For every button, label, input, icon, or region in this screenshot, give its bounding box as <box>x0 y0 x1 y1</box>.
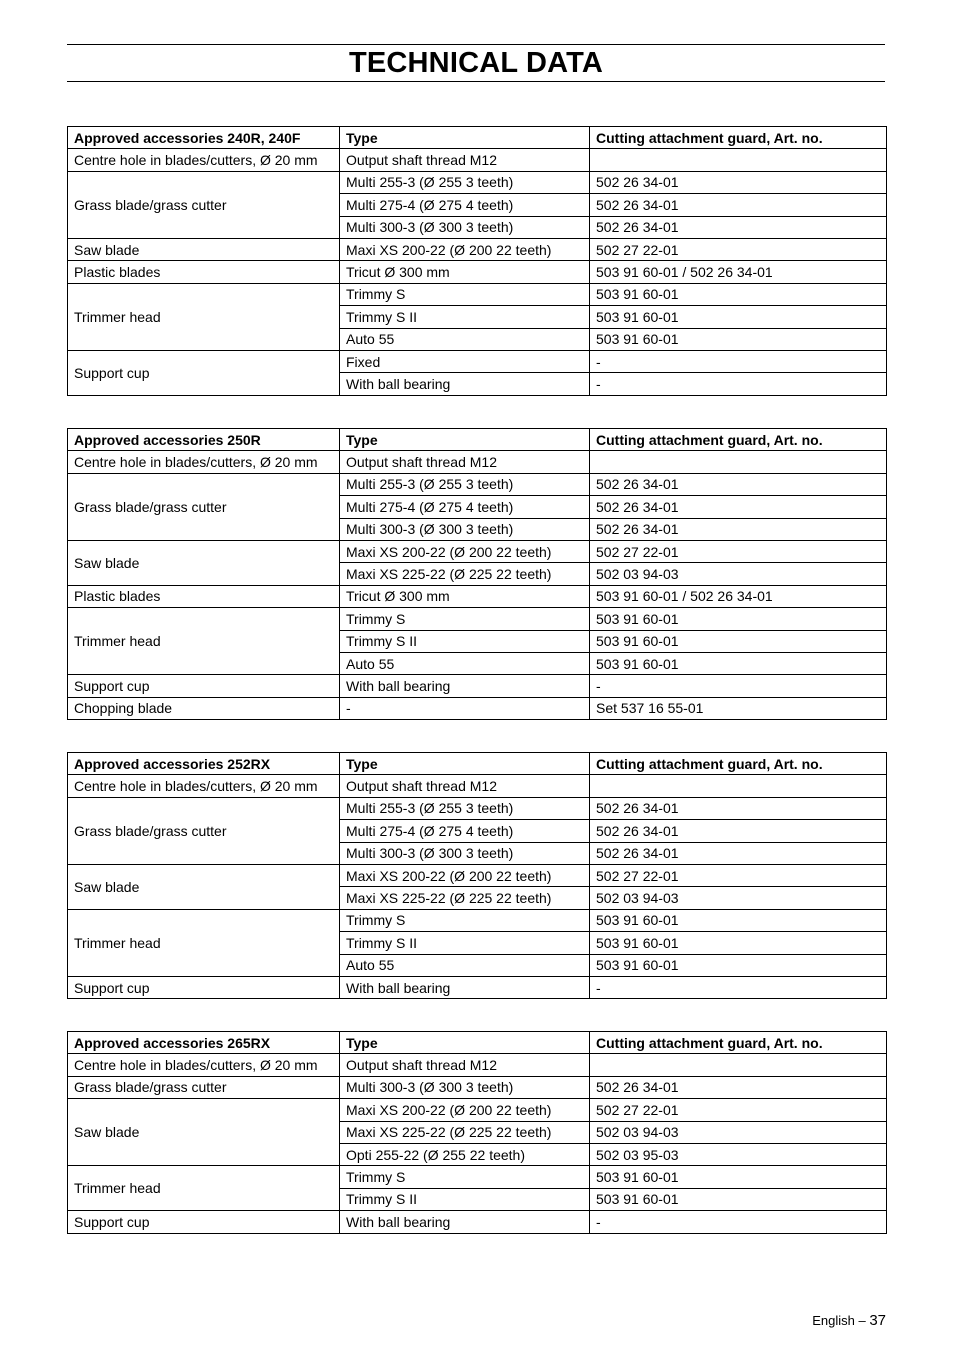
type-cell: Maxi XS 225-22 (Ø 225 22 teeth) <box>340 563 590 585</box>
type-cell: Fixed <box>340 350 590 372</box>
accessories-table-252rx <box>67 752 887 999</box>
table-row <box>68 697 887 719</box>
type-cell: Multi 255-3 (Ø 255 3 teeth) <box>340 473 590 495</box>
accessory-cell: Support cup <box>68 350 340 395</box>
guard-art-no-cell: 502 26 34-01 <box>590 842 887 864</box>
type-cell: Multi 255-3 (Ø 255 3 teeth) <box>340 797 590 819</box>
header-accessory: Approved accessories 252RX <box>68 753 340 775</box>
type-cell: Maxi XS 225-22 (Ø 225 22 teeth) <box>340 887 590 909</box>
table-row <box>68 976 887 998</box>
type-cell: Multi 300-3 (Ø 300 3 teeth) <box>340 518 590 540</box>
guard-art-no-cell: 502 26 34-01 <box>590 194 887 216</box>
type-cell: Maxi XS 225-22 (Ø 225 22 teeth) <box>340 1121 590 1143</box>
guard-art-no-cell: - <box>590 976 887 998</box>
guard-art-no-cell: - <box>590 373 887 395</box>
guard-art-no-cell: 503 91 60-01 <box>590 1166 887 1188</box>
header-accessory: Approved accessories 265RX <box>68 1032 340 1054</box>
guard-art-no-cell: 503 91 60-01 <box>590 630 887 652</box>
guard-art-no-cell: 503 91 60-01 <box>590 328 887 350</box>
guard-art-no-cell: 502 03 94-03 <box>590 563 887 585</box>
guard-art-no-cell: 502 26 34-01 <box>590 473 887 495</box>
accessories-table-265rx <box>67 1031 887 1234</box>
table-row <box>68 451 887 473</box>
table-row <box>68 909 887 931</box>
type-cell: Multi 275-4 (Ø 275 4 teeth) <box>340 820 590 842</box>
table-row <box>68 473 887 495</box>
type-cell: Multi 300-3 (Ø 300 3 teeth) <box>340 842 590 864</box>
type-cell: Output shaft thread M12 <box>340 149 590 171</box>
accessory-cell: Support cup <box>68 675 340 697</box>
guard-art-no-cell: 502 03 95-03 <box>590 1143 887 1165</box>
guard-art-no-cell: 503 91 60-01 <box>590 652 887 674</box>
type-cell: Trimmy S <box>340 909 590 931</box>
guard-art-no-cell: - <box>590 1211 887 1233</box>
type-cell: Tricut Ø 300 mm <box>340 261 590 283</box>
guard-art-no-cell: 502 27 22-01 <box>590 864 887 886</box>
type-cell: Trimmy S II <box>340 1188 590 1210</box>
header-type: Type <box>340 753 590 775</box>
type-cell: Auto 55 <box>340 328 590 350</box>
type-cell: Maxi XS 200-22 (Ø 200 22 teeth) <box>340 238 590 260</box>
accessory-cell: Centre hole in blades/cutters, Ø 20 mm <box>68 149 340 171</box>
table-header-row <box>68 753 887 775</box>
table-row <box>68 238 887 260</box>
guard-art-no-cell: 503 91 60-01 <box>590 283 887 305</box>
type-cell: Multi 255-3 (Ø 255 3 teeth) <box>340 171 590 193</box>
table-row <box>68 283 887 305</box>
page-number: 37 <box>869 1312 886 1329</box>
header-type: Type <box>340 1032 590 1054</box>
table-row <box>68 540 887 562</box>
type-cell: Trimmy S <box>340 1166 590 1188</box>
guard-art-no-cell: 502 26 34-01 <box>590 496 887 518</box>
accessory-cell: Trimmer head <box>68 283 340 350</box>
type-cell: Output shaft thread M12 <box>340 775 590 797</box>
guard-art-no-cell: 502 27 22-01 <box>590 540 887 562</box>
guard-art-no-cell: 503 91 60-01 <box>590 954 887 976</box>
table-row <box>68 1211 887 1233</box>
page-footer <box>812 1311 886 1331</box>
accessory-cell: Grass blade/grass cutter <box>68 473 340 540</box>
guard-art-no-cell: 502 27 22-01 <box>590 1099 887 1121</box>
type-cell: Trimmy S II <box>340 932 590 954</box>
guard-art-no-cell: 503 91 60-01 <box>590 608 887 630</box>
table-row <box>68 350 887 372</box>
guard-art-no-cell <box>590 775 887 797</box>
type-cell: With ball bearing <box>340 675 590 697</box>
accessory-cell: Plastic blades <box>68 585 340 607</box>
type-cell: With ball bearing <box>340 1211 590 1233</box>
type-cell: Multi 275-4 (Ø 275 4 teeth) <box>340 194 590 216</box>
type-cell: Tricut Ø 300 mm <box>340 585 590 607</box>
type-cell: Trimmy S II <box>340 306 590 328</box>
page-title: TECHNICAL DATA <box>348 47 604 79</box>
table-row <box>68 864 887 886</box>
table-header-row <box>68 1032 887 1054</box>
accessory-cell: Saw blade <box>68 864 340 909</box>
type-cell: With ball bearing <box>340 976 590 998</box>
type-cell: Trimmy S <box>340 608 590 630</box>
guard-art-no-cell: 502 26 34-01 <box>590 820 887 842</box>
guard-art-no-cell: 503 91 60-01 <box>590 306 887 328</box>
accessories-table-250r <box>67 428 887 720</box>
table-row <box>68 1166 887 1188</box>
type-cell: Maxi XS 200-22 (Ø 200 22 teeth) <box>340 540 590 562</box>
guard-art-no-cell <box>590 149 887 171</box>
type-cell: Output shaft thread M12 <box>340 451 590 473</box>
type-cell: Trimmy S II <box>340 630 590 652</box>
table-row <box>68 149 887 171</box>
accessory-cell: Grass blade/grass cutter <box>68 797 340 864</box>
header-type: Type <box>340 127 590 149</box>
table-header-row <box>68 127 887 149</box>
table-row <box>68 608 887 630</box>
guard-art-no-cell: 502 26 34-01 <box>590 797 887 819</box>
header-guard-art-no: Cutting attachment guard, Art. no. <box>590 753 887 775</box>
guard-art-no-cell: 503 91 60-01 / 502 26 34-01 <box>590 261 887 283</box>
type-cell: Maxi XS 200-22 (Ø 200 22 teeth) <box>340 1099 590 1121</box>
table-row <box>68 1076 887 1098</box>
accessory-cell: Grass blade/grass cutter <box>68 1076 340 1098</box>
guard-art-no-cell: 502 26 34-01 <box>590 518 887 540</box>
footer-language: English <box>812 1313 855 1328</box>
type-cell: Trimmy S <box>340 283 590 305</box>
accessory-cell: Saw blade <box>68 540 340 585</box>
accessory-cell: Centre hole in blades/cutters, Ø 20 mm <box>68 451 340 473</box>
table-header-row <box>68 429 887 451</box>
table-row <box>68 797 887 819</box>
footer-dash: – <box>858 1313 866 1328</box>
accessory-cell: Chopping blade <box>68 697 340 719</box>
accessory-cell: Centre hole in blades/cutters, Ø 20 mm <box>68 775 340 797</box>
type-cell: Multi 275-4 (Ø 275 4 teeth) <box>340 496 590 518</box>
guard-art-no-cell: 502 27 22-01 <box>590 238 887 260</box>
table-row <box>68 261 887 283</box>
header-accessory: Approved accessories 240R, 240F <box>68 127 340 149</box>
accessory-cell: Support cup <box>68 976 340 998</box>
header-type: Type <box>340 429 590 451</box>
accessory-cell: Plastic blades <box>68 261 340 283</box>
header-guard-art-no: Cutting attachment guard, Art. no. <box>590 1032 887 1054</box>
guard-art-no-cell: 502 03 94-03 <box>590 1121 887 1143</box>
guard-art-no-cell: Set 537 16 55-01 <box>590 697 887 719</box>
guard-art-no-cell <box>590 451 887 473</box>
accessory-cell: Saw blade <box>68 1099 340 1166</box>
type-cell: Multi 300-3 (Ø 300 3 teeth) <box>340 216 590 238</box>
guard-art-no-cell: 502 26 34-01 <box>590 171 887 193</box>
table-row <box>68 1054 887 1076</box>
accessory-cell: Grass blade/grass cutter <box>68 171 340 238</box>
accessory-cell: Trimmer head <box>68 1166 340 1211</box>
header-accessory: Approved accessories 250R <box>68 429 340 451</box>
type-cell: Multi 300-3 (Ø 300 3 teeth) <box>340 1076 590 1098</box>
table-row <box>68 775 887 797</box>
accessories-table-240r-240f <box>67 126 887 396</box>
guard-art-no-cell: 502 26 34-01 <box>590 1076 887 1098</box>
accessory-cell: Trimmer head <box>68 608 340 675</box>
guard-art-no-cell: 503 91 60-01 <box>590 909 887 931</box>
title-bottom-rule <box>67 81 885 82</box>
table-row <box>68 1099 887 1121</box>
accessory-cell: Support cup <box>68 1211 340 1233</box>
guard-art-no-cell: - <box>590 350 887 372</box>
accessory-cell: Trimmer head <box>68 909 340 976</box>
guard-art-no-cell: - <box>590 675 887 697</box>
table-row <box>68 675 887 697</box>
guard-art-no-cell <box>590 1054 887 1076</box>
table-row <box>68 171 887 193</box>
guard-art-no-cell: 503 91 60-01 / 502 26 34-01 <box>590 585 887 607</box>
type-cell: Auto 55 <box>340 652 590 674</box>
guard-art-no-cell: 502 03 94-03 <box>590 887 887 909</box>
guard-art-no-cell: 503 91 60-01 <box>590 932 887 954</box>
accessory-cell: Centre hole in blades/cutters, Ø 20 mm <box>68 1054 340 1076</box>
table-row <box>68 585 887 607</box>
type-cell: Maxi XS 200-22 (Ø 200 22 teeth) <box>340 864 590 886</box>
header-guard-art-no: Cutting attachment guard, Art. no. <box>590 127 887 149</box>
type-cell: Auto 55 <box>340 954 590 976</box>
guard-art-no-cell: 503 91 60-01 <box>590 1188 887 1210</box>
type-cell: - <box>340 697 590 719</box>
type-cell: Opti 255-22 (Ø 255 22 teeth) <box>340 1143 590 1165</box>
type-cell: Output shaft thread M12 <box>340 1054 590 1076</box>
accessory-cell: Saw blade <box>68 238 340 260</box>
header-guard-art-no: Cutting attachment guard, Art. no. <box>590 429 887 451</box>
guard-art-no-cell: 502 26 34-01 <box>590 216 887 238</box>
type-cell: With ball bearing <box>340 373 590 395</box>
